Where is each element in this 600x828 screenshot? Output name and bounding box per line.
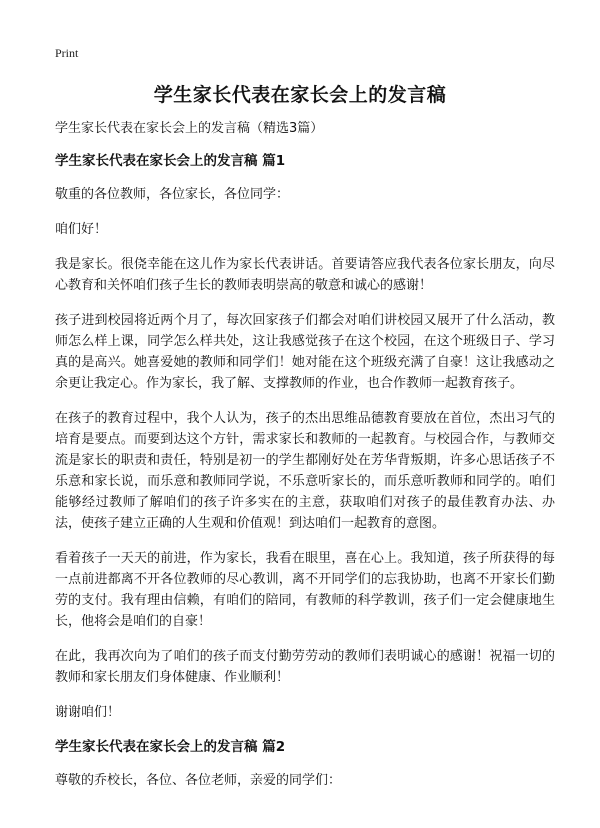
section-2-paragraph: 尊敬的乔校长，各位、各位老师，亲爱的同学们：	[55, 773, 342, 788]
section-1-paragraph: 敬重的各位教师，各位家长，各位同学：	[55, 187, 290, 202]
section-1-paragraph: 咱们好！	[55, 222, 108, 237]
section-1-paragraph: 看着孩子一天天的前进，作为家长，我看在眼里，喜在心上。我知道，孩子所获得的每一点前进都离不开各位教师的尽心教训，离不开同学们的忘我协助，也离不开家长们勤劳的支付。我有理由信赖，有咱们的陪同，有教师的科学教训，孩子们一定会健康地生长，他将会是咱们的自豪！	[55, 551, 555, 629]
document-body	[55, 118, 555, 805]
section-1-heading: 学生家长代表在家长会上的发言稿 篇1	[55, 153, 286, 169]
section-1-paragraph: 在孩子的教育过程中，我个人认为，孩子的杰出思维品德教育要放在首位，杰出习气的培育是要点。而要到达这个方针，需求家长和教师的一起教育。与校园合作，与教师交流是家长的职责和责任，特别是初一的学生都刚好处在芳华背叛期，许多心思话孩子不乐意和家长说，而乐意和教师同学说，不乐意听家长的，而乐意听教师和同学的。咱们能够经过教师了解咱们的孩子许多实在的主意，获取咱们对孩子的最佳教育办法、办法，使孩子建立正确的人生观和价值观！到达咱们一起教育的意图。	[55, 411, 555, 531]
section-1-paragraph: 在此，我再次向为了咱们的孩子而支付勤劳劳动的教师们表明诚心的感谢！祝福一切的教师和家长朋友们身体健康、作业顺利！	[55, 649, 555, 685]
section-2-heading: 学生家长代表在家长会上的发言稿 篇2	[55, 739, 286, 755]
section-1-paragraph: 我是家长。很侥幸能在这儿作为家长代表讲话。首要请答应我代表各位家长朋友，向尽心教育和关怀咱们孩子生长的教师表明崇高的敬意和诚心的感谢！	[55, 257, 555, 293]
print-label: Print	[55, 46, 79, 60]
page-title: 学生家长代表在家长会上的发言稿	[153, 84, 447, 106]
section-1-paragraph: 谢谢咱们！	[55, 705, 121, 720]
document-subtitle: 学生家长代表在家长会上的发言稿（精选3篇）	[55, 121, 324, 136]
section-1-paragraph: 孩子进到校园将近两个月了，每次回家孩子们都会对咱们讲校园又展开了什么活动，教师怎么样上课，同学怎么样共处，这让我感觉孩子在这个校园，在这个班级日子、学习真的是高兴。她喜爱她的教师和同学们！她对能在这个班级充满了自豪！这让我感动之余更让我定心。作为家长，我了解、支撑教师的作业，也合作教师一起教育孩子。	[55, 313, 555, 391]
